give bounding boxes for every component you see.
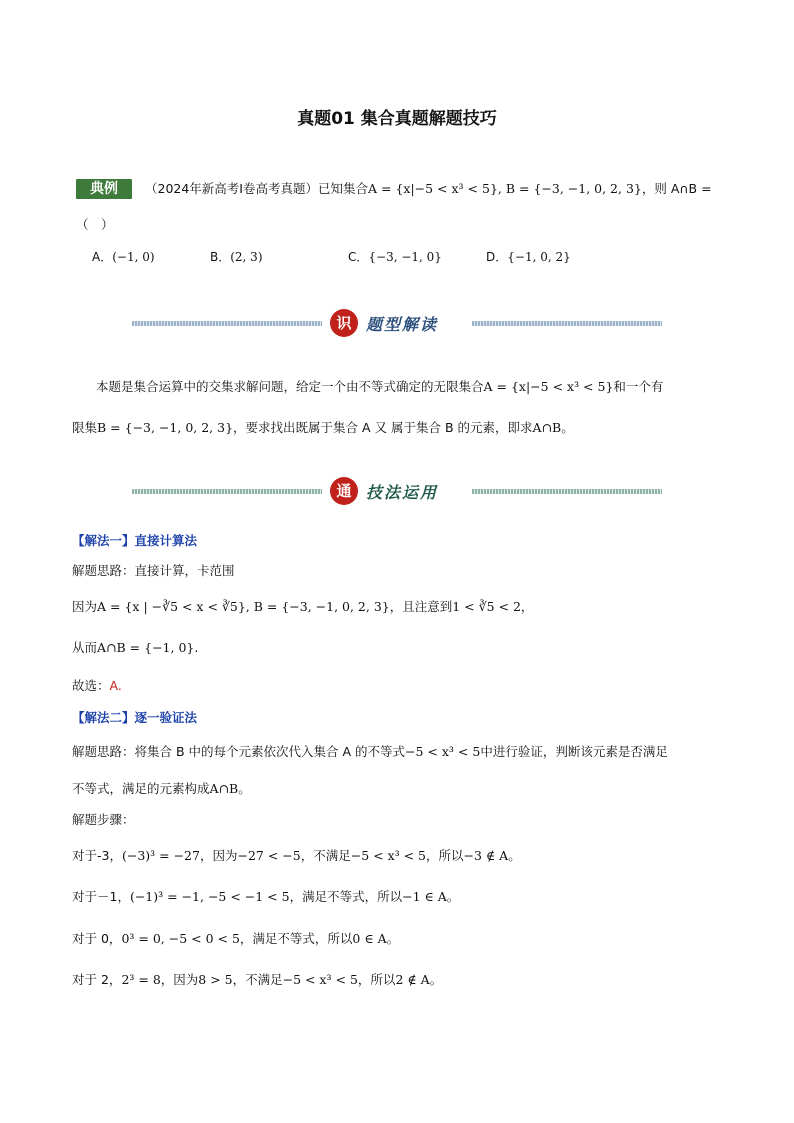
step-row (72, 929, 399, 947)
method-1-result (72, 638, 198, 656)
reading-text: 限集 (72, 420, 98, 435)
text: 从而 (72, 640, 98, 655)
text: 。 (238, 781, 251, 796)
set-a-formula: A = {x|−5 < x³ < 5} (368, 181, 498, 196)
text: ，满足不等式，所以 (289, 889, 403, 904)
set-b-formula: , B = {−3, −1, 0, 2, 3} (497, 181, 642, 196)
step-conclusion: −1 ∈ A (402, 889, 447, 904)
method-2-heading: 【解法二】逐一验证法 (72, 710, 198, 725)
answer-parentheses: （ ） (76, 217, 114, 232)
question-source: （2024年新高考Ⅰ卷高考真题）已知集合 (145, 181, 368, 196)
step-row (72, 846, 521, 864)
example-badge: 典例 (76, 179, 132, 199)
text: ，且注意到 (389, 599, 453, 614)
text: ，满足不等式，所以 (239, 931, 353, 946)
reading-text: 本题是集合运算中的交集求解问题，给定一个由不等式确定的无限集合 (96, 379, 484, 394)
section-divider-left (132, 489, 322, 494)
option-c (348, 248, 442, 265)
text: 故选： (72, 678, 110, 693)
cube-root-bound: 1 < ∛5 < 2 (452, 599, 521, 614)
method-1-idea: 解题思路：直接计算，卡范围 (72, 563, 235, 578)
step-formula: −5 < x³ < 5 (350, 848, 427, 863)
text: 对于－1， (72, 889, 130, 904)
page-title: 真题01 集合真题解题技巧 (297, 109, 497, 129)
option-d (486, 248, 571, 265)
text: 。 (386, 931, 400, 946)
text: 。 (429, 972, 443, 987)
option-a-label: A． (92, 250, 113, 264)
text: ，因为 (199, 848, 238, 863)
step-formula: 0³ = 0, −5 < 0 < 5 (121, 931, 240, 946)
option-b-label: B． (210, 250, 231, 264)
option-c-label: C． (348, 250, 369, 264)
method-1-because (72, 597, 533, 615)
set-a-formula: A = {x|−5 < x³ < 5} (483, 379, 614, 394)
text: 。 (508, 848, 521, 863)
text: 对于 0， (72, 931, 122, 946)
text: . (194, 640, 199, 655)
step-row (72, 887, 459, 905)
option-d-label: D． (486, 250, 508, 264)
text: 。 (446, 889, 460, 904)
option-b-value: (2, 3) (230, 250, 263, 264)
intersection-result: A∩B = {−1, 0} (97, 640, 195, 655)
section-heading: 题型解读 (366, 315, 439, 334)
inequality-formula: −5 < x³ < 5 (405, 744, 481, 759)
step-conclusion: 2 ∉ A (395, 972, 430, 987)
option-a-value: (−1, 0) (112, 250, 155, 264)
text: 中进行验证，判断该元素是否满足 (480, 744, 668, 759)
step-row (72, 970, 442, 988)
option-d-value: {−1, 0, 2} (507, 250, 571, 264)
method-1-heading: 【解法一】直接计算法 (72, 533, 198, 548)
set-b-formula: B = {−3, −1, 0, 2, 3} (97, 420, 234, 435)
text: ，不满足 (300, 848, 351, 863)
step-formula: −27 < −5 (237, 848, 301, 863)
step-formula: (−1)³ = −1, −5 < −1 < 5 (129, 889, 290, 904)
answer-choice: A. (109, 678, 122, 693)
step-formula: −5 < x³ < 5 (282, 972, 358, 987)
text: 对于 2， (72, 972, 122, 987)
section-divider-right (472, 321, 662, 326)
text: ， (520, 599, 534, 614)
section-icon-badge: 识 (330, 309, 358, 337)
text: 解题思路：将集合 B 中的每个元素依次代入集合 A 的不等式 (72, 744, 406, 759)
text: 因为 (72, 599, 98, 614)
step-formula: 8 > 5 (198, 972, 233, 987)
question-ask: ，则 A∩B = (641, 181, 712, 196)
section-divider-left (132, 321, 322, 326)
section-divider-right (472, 489, 662, 494)
text: ，所以 (357, 972, 396, 987)
method-2-idea-line-2 (72, 779, 251, 797)
step-formula: 2³ = 8 (121, 972, 161, 987)
option-c-value: {−3, −1, 0} (368, 250, 442, 264)
reading-text: 。 (561, 420, 574, 435)
reading-line-1 (96, 377, 663, 395)
text: ，所以 (426, 848, 464, 863)
step-formula: (−3)³ = −27 (121, 848, 200, 863)
method-2-idea-line-1 (72, 742, 668, 760)
example-question (145, 180, 745, 198)
reading-text: ，要求找出既属于集合 A 又 属于集合 B 的元素，即求 (233, 420, 533, 435)
option-a (92, 248, 155, 265)
method-1-answer (72, 676, 122, 694)
reading-line-2 (72, 418, 574, 436)
text: ，不满足 (232, 972, 283, 987)
option-b (210, 248, 263, 265)
text: ，因为 (160, 972, 199, 987)
step-conclusion: 0 ∈ A (352, 931, 387, 946)
step-conclusion: −3 ∉ A (463, 848, 509, 863)
steps-label: 解题步骤： (72, 812, 135, 827)
intersection-formula: A∩B (532, 420, 562, 435)
section-heading: 技法运用 (366, 483, 439, 502)
text: 对于-3， (72, 848, 122, 863)
reading-text: 和一个有 (613, 379, 664, 394)
text: 不等式，满足的元素构成 (72, 781, 210, 796)
section-icon-badge: 通 (330, 477, 358, 505)
sets-formula: A = {x | −∛5 < x < ∛5}, B = {−3, −1, 0, 2, 3} (97, 599, 390, 614)
intersection-formula: A∩B (209, 781, 239, 796)
